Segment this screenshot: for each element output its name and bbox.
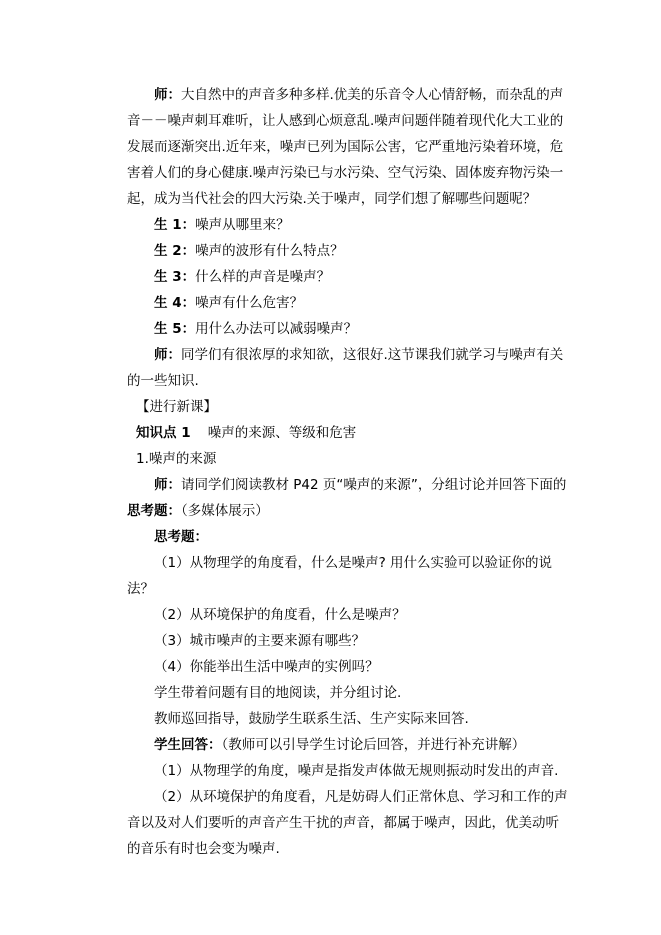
teacher-instruction [127, 472, 569, 524]
questions-title: 思考题： [154, 529, 208, 545]
subheading: 1.噪声的来源 [136, 451, 217, 467]
answer-item: （2）从环境保护的角度看，凡是妨碍人们正常休息、学习和工作的声音以及对人们要听的声音产生干扰的声音，都属于噪声，因此，优美动听的音乐有时也会变为噪声. [127, 789, 568, 857]
student-answer-heading [127, 732, 569, 758]
student-line [127, 264, 569, 290]
intro-paragraph [127, 82, 569, 212]
student-question: 噪声的波形有什么特点？ [195, 243, 344, 259]
teacher-text: 同学们有很浓厚的求知欲，这很好.这节课我们就学习与噪声有关的一些知识. [127, 347, 564, 389]
student-line [127, 316, 569, 342]
student-answer-note: （教师可以引导学生讨论后回答，并进行补充讲解） [221, 737, 526, 753]
answer-item: （1）从物理学的角度，噪声是指发声体做无规则振动时发出的声音. [154, 763, 559, 779]
teacher-paragraph [127, 342, 569, 394]
teacher-instruction-bold: 思考题： [127, 503, 181, 519]
student-question: 噪声从哪里来？ [195, 217, 290, 233]
section-heading: 【进行新课】 [136, 399, 217, 415]
student-answer-label: 学生回答： [154, 737, 222, 753]
student-question: 用什么办法可以减弱噪声？ [195, 321, 358, 337]
intro-speaker: 师： [154, 87, 181, 103]
student-speaker: 生 2： [154, 243, 196, 259]
student-question: 什么样的声音是噪声？ [195, 269, 331, 285]
student-speaker: 生 3： [154, 269, 196, 285]
student-speaker: 生 5： [154, 321, 196, 337]
intro-text: 大自然中的声音多种多样.优美的乐音令人心情舒畅，而杂乱的声音－－噪声刺耳难听，让人感到心烦意乱.噪声问题伴随着现代化大工业的发展而逐渐突出.近年来，噪声已列为国际公害，它严重地污染着环境，危害着人们的身心健康.噪声污染已与水污染、空气污染、固体废弃物污染一起，成为当代社会的四大污染.关于噪声，同学们想了解哪些问题呢？ [127, 87, 564, 207]
guidance-paragraph: 教师巡回指导，鼓励学生联系生活、生产实际来回答. [154, 711, 469, 727]
knowledge-point-label: 知识点 1 [136, 425, 191, 441]
student-line [127, 212, 569, 238]
teacher-speaker: 师： [154, 477, 181, 493]
teacher-speaker: 师： [154, 347, 181, 363]
question-item: （2）从环境保护的角度看，什么是噪声？ [154, 607, 406, 623]
question-item: （4）你能举出生活中噪声的实例吗？ [154, 659, 379, 675]
student-speaker: 生 1： [154, 217, 196, 233]
question-item: （1）从物理学的角度看，什么是噪声? 用什么实验可以验证你的说法？ [127, 555, 553, 597]
student-line [127, 290, 569, 316]
knowledge-point-heading [127, 420, 569, 446]
knowledge-point-title: 噪声的来源、等级和危害 [207, 425, 357, 441]
student-question: 噪声有什么危害？ [195, 295, 304, 311]
student-speaker: 生 4： [154, 295, 196, 311]
question-item: （3）城市噪声的主要来源有哪些？ [154, 633, 366, 649]
student-line [127, 238, 569, 264]
reading-paragraph: 学生带着问题有目的地阅读，并分组讨论. [154, 685, 402, 701]
teacher-instruction-after: （多媒体展示） [181, 503, 269, 519]
teacher-instruction-text: 请同学们阅读教材 P42 页“噪声的来源”，分组讨论并回答下面的 [181, 477, 567, 493]
